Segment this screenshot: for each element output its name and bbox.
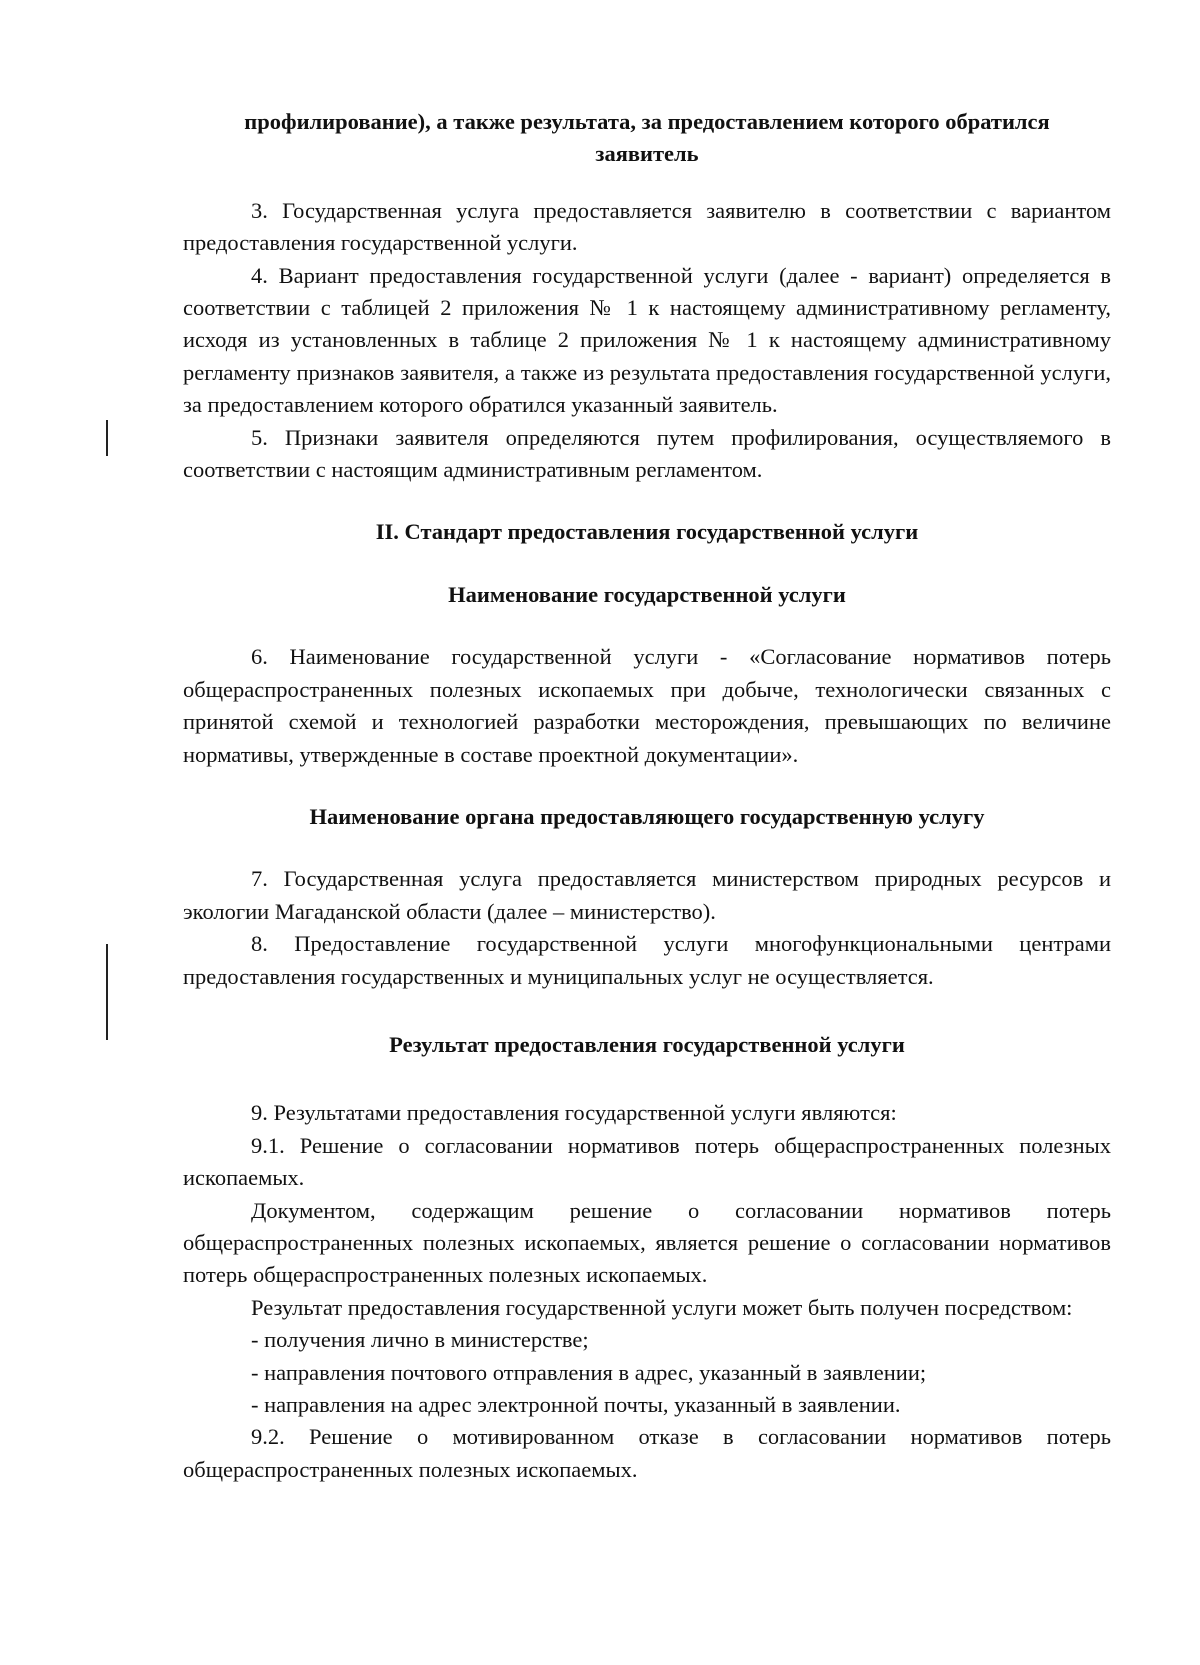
subheading-service-name: Наименование государственной услуги xyxy=(448,581,846,607)
paragraph-7: 7. Государственная услуга предоставляется министерством природных ресурсов и экологии Магаданской области (далее – министерство). xyxy=(183,866,1111,924)
paragraph-5: 5. Признаки заявителя определяются путем профилирования, осуществляемого в соответствии с настоящим административным регламентом. xyxy=(183,424,1111,483)
paragraph-8: 8. Предоставление государственной услуги многофункциональными центрами предоставления государственных и муниципальных услуг не осуществляется. xyxy=(183,931,1111,989)
document-page xyxy=(183,106,1111,1486)
list-item: - направления на адрес электронной почты, указанный в заявлении. xyxy=(251,1392,901,1417)
paragraph-4: 4. Вариант предоставления государственной услуги (далее - вариант) определяется в соответствии с таблицей 2 приложения № 1 к настоящему административному регламенту, исходя из установленных в таблице 2 приложения № 1 к настоящему административному регламенту признаков заявителя, а также из результата предоставления государственной услуги, за предоставлением которого обратился указанный заявитель. xyxy=(183,262,1111,418)
paragraph-9-2: 9.2. Решение о мотивированном отказе в согласовании нормативов потерь общераспространенных полезных ископаемых. xyxy=(183,1424,1111,1482)
list-item: - получения лично в министерстве; xyxy=(251,1327,589,1353)
subheading-organ: Наименование органа предоставляющего государственную услугу xyxy=(309,803,985,829)
paragraph-9-1-result: Результат предоставления государственной услуги может быть получен посредством: xyxy=(251,1294,1073,1320)
paragraph-9-1: 9.1. Решение о согласовании нормативов потерь общераспространенных полезных ископаемых. xyxy=(183,1132,1111,1191)
margin-change-bar xyxy=(106,944,108,1040)
subheading-result: Результат предоставления государственной услуги xyxy=(389,1031,905,1057)
paragraph-3: 3. Государственная услуга предоставляется заявителю в соответствии с вариантом предоставления государственной услуги. xyxy=(183,197,1111,256)
paragraph-9: 9. Результатами предоставления государственной услуги являются: xyxy=(251,1100,897,1126)
paragraph-6: 6. Наименование государственной услуги - «Согласование нормативов потерь общераспространенных полезных ископаемых при добыче, технологически связанных с принятой схемой и технологией разработки месторождения, превышающих по величине нормативы, утвержденные в составе проектной документации». xyxy=(183,644,1111,767)
list-item: - направления почтового отправления в адрес, указанный в заявлении; xyxy=(251,1359,927,1385)
margin-change-bar xyxy=(106,420,108,456)
section-title: II. Стандарт предоставления государственной услуги xyxy=(375,519,919,545)
heading-continuation: профилирование), а также результата, за предоставлением которого обратился заявитель xyxy=(244,109,1050,167)
paragraph-9-1-document: Документом, содержащим решение о согласовании нормативов потерь общераспространенных полезных ископаемых, является решение о согласовании нормативов потерь общераспространенных полезных ископаемых. xyxy=(183,1197,1111,1288)
